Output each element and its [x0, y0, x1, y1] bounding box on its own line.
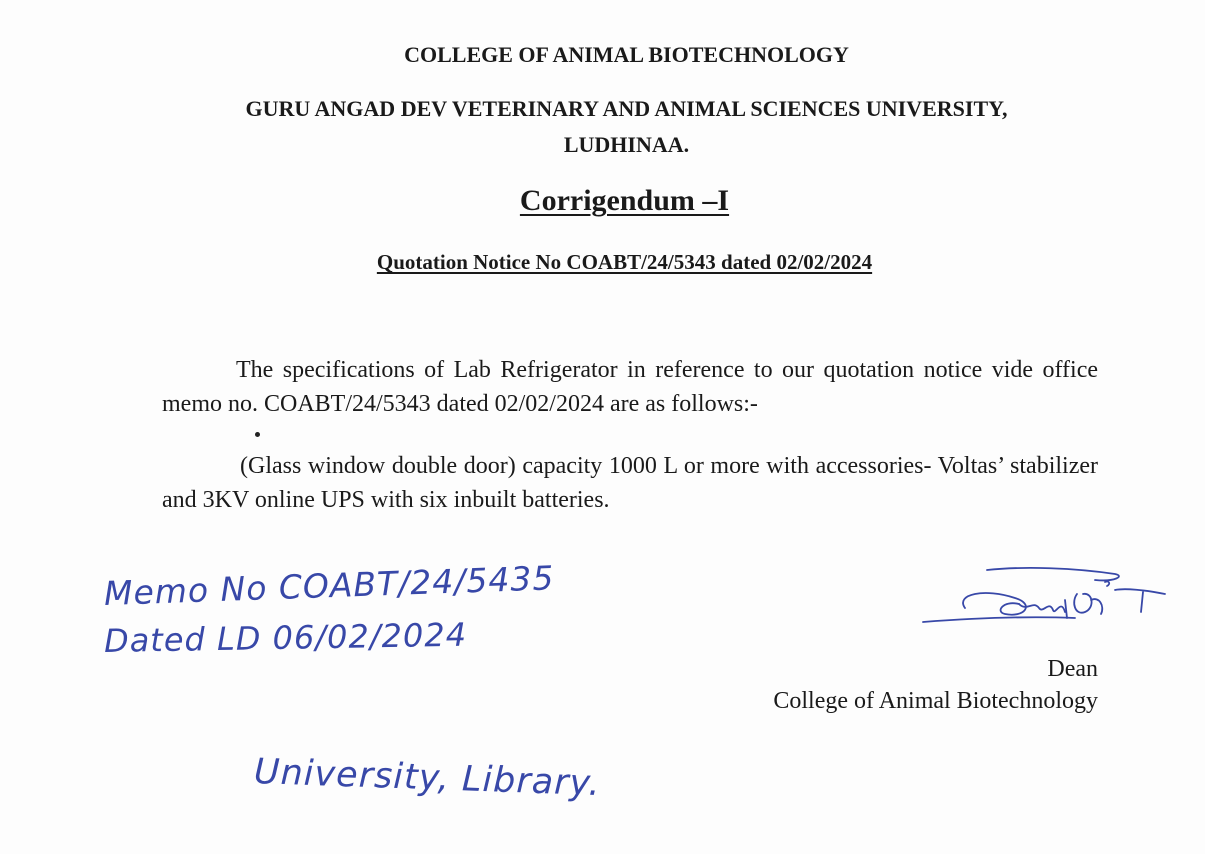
quotation-notice-reference: Quotation Notice No COABT/24/5343 dated 02/02/2024 [376, 250, 873, 274]
handwritten-distribution-note: University, Library. [253, 752, 602, 805]
college-name-heading: COLLEGE OF ANIMAL BIOTECHNOLOGY [404, 42, 849, 67]
document-title: Corrigendum –I [519, 184, 730, 217]
specification-paragraph: (Glass window double door) capacity 1000 L or more with accessories- Voltas’ stabilizer and 3KV online UPS with six inbuilt batteries. [162, 453, 1098, 513]
dean-signature [915, 560, 1185, 640]
handwritten-memo-number: Memo No COABT/24/5435 [103, 558, 555, 613]
signatory-department: College of Animal Biotechnology [773, 688, 1098, 714]
university-name-heading: GURU ANGAD DEV VETERINARY AND ANIMAL SCIENCES UNIVERSITY, [245, 96, 1008, 121]
bullet-dot [255, 432, 260, 437]
signatory-title: Dean [1047, 656, 1098, 682]
intro-paragraph: The specifications of Lab Refrigerator in reference to our quotation notice vide office memo no. COABT/24/5343 dated 02/02/2024 are as follows:- [162, 357, 1098, 417]
handwritten-memo-date: Dated LD 06/02/2024 [103, 615, 468, 660]
university-city-heading: LUDHINAA. [563, 132, 690, 157]
